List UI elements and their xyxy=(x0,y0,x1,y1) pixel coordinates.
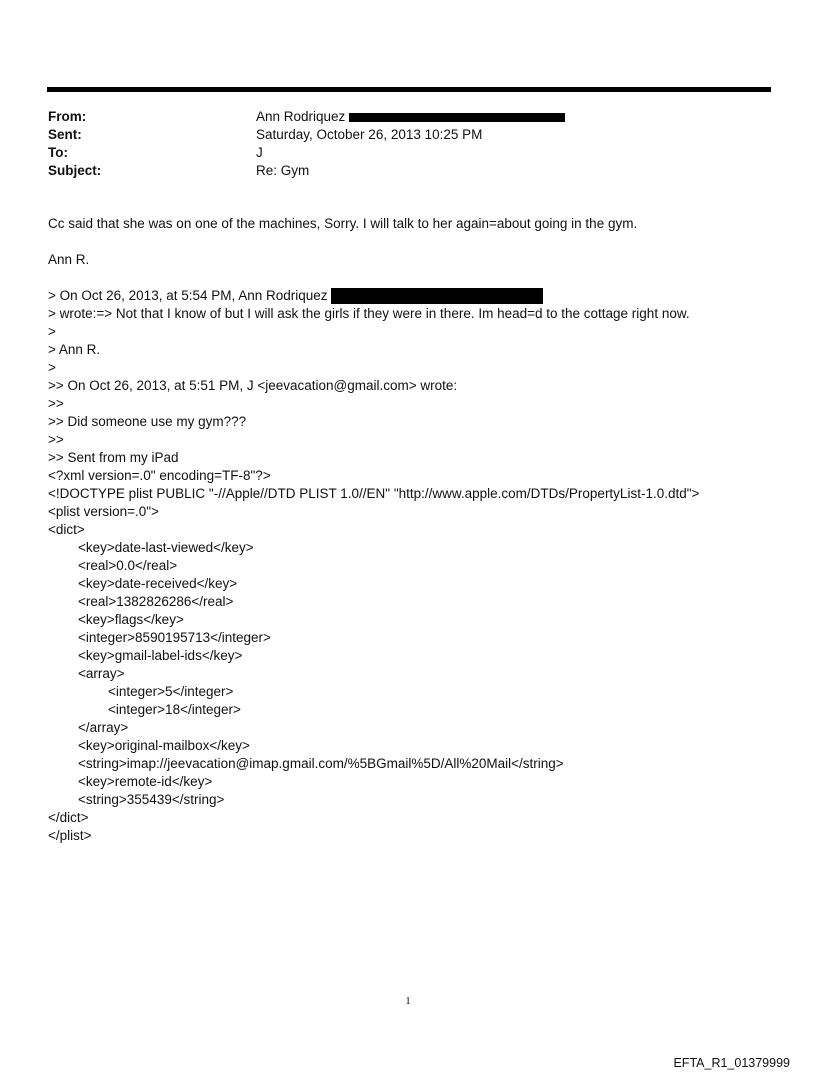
xml-line: <key>original-mailbox</key> xyxy=(48,738,250,753)
xml-line: <integer>5</integer> xyxy=(48,684,234,699)
from-name: Ann Rodriquez xyxy=(256,109,346,124)
sent-label: Sent: xyxy=(48,127,82,142)
xml-line: <real>1382826286</real> xyxy=(48,594,234,609)
bates-number: EFTA_R1_01379999 xyxy=(673,1056,790,1070)
to-value: J xyxy=(256,145,263,160)
to-label: To: xyxy=(48,145,68,160)
quoted-line: >> xyxy=(48,432,64,447)
page-number: 1 xyxy=(405,995,411,1007)
xml-line: <integer>18</integer> xyxy=(48,702,241,717)
xml-line: <array> xyxy=(48,666,125,681)
quoted-line: >> On Oct 26, 2013, at 5:51 PM, J <jeevacation@gmail.com> wrote: xyxy=(48,378,458,393)
header-rule xyxy=(47,87,771,92)
quoted-line xyxy=(48,287,543,305)
sent-value: Saturday, October 26, 2013 10:25 PM xyxy=(256,127,483,142)
quoted-line: > xyxy=(48,360,56,375)
redaction-bar xyxy=(349,113,565,122)
from-value xyxy=(256,108,565,126)
signature: Ann R. xyxy=(48,252,90,267)
xml-line: <key>date-last-viewed</key> xyxy=(48,540,254,555)
quoted-line: >> Did someone use my gym??? xyxy=(48,414,247,429)
xml-line: </dict> xyxy=(48,810,89,825)
from-label: From: xyxy=(48,109,87,124)
xml-line: <key>gmail-label-ids</key> xyxy=(48,648,243,663)
xml-line: <key>date-received</key> xyxy=(48,576,238,591)
quoted-line: > wrote:=> Not that I know of but I will ask the girls if they were in there. Im head=d to the cottage right now. xyxy=(48,306,690,321)
xml-line: <string>imap://jeevacation@imap.gmail.com/%5BGmail%5D/All%20Mail</string> xyxy=(48,756,564,771)
xml-line: <plist version=.0"> xyxy=(48,504,159,519)
xml-line: <real>0.0</real> xyxy=(48,558,178,573)
quoted-line: > Ann R. xyxy=(48,342,101,357)
xml-line: </array> xyxy=(48,720,129,735)
subject-label: Subject: xyxy=(48,163,102,178)
quoted-text: > On Oct 26, 2013, at 5:54 PM, Ann Rodriquez xyxy=(48,288,328,303)
quoted-line: >> Sent from my iPad xyxy=(48,450,179,465)
xml-line: </plist> xyxy=(48,828,92,843)
redaction-bar xyxy=(331,288,543,304)
xml-line: <key>remote-id</key> xyxy=(48,774,213,789)
xml-line: <dict> xyxy=(48,522,85,537)
body-line: Cc said that she was on one of the machines, Sorry. I will talk to her again=about going in the gym. xyxy=(48,216,638,231)
xml-line: <?xml version=.0" encoding=TF-8"?> xyxy=(48,468,271,483)
quoted-line: >> xyxy=(48,396,64,411)
xml-line: <string>355439</string> xyxy=(48,792,225,807)
quoted-line: > xyxy=(48,324,56,339)
subject-value: Re: Gym xyxy=(256,163,310,178)
xml-line: <integer>8590195713</integer> xyxy=(48,630,271,645)
xml-line: <!DOCTYPE plist PUBLIC "-//Apple//DTD PLIST 1.0//EN" "http://www.apple.com/DTDs/PropertyList-1.0.dtd"> xyxy=(48,486,700,501)
xml-line: <key>flags</key> xyxy=(48,612,184,627)
